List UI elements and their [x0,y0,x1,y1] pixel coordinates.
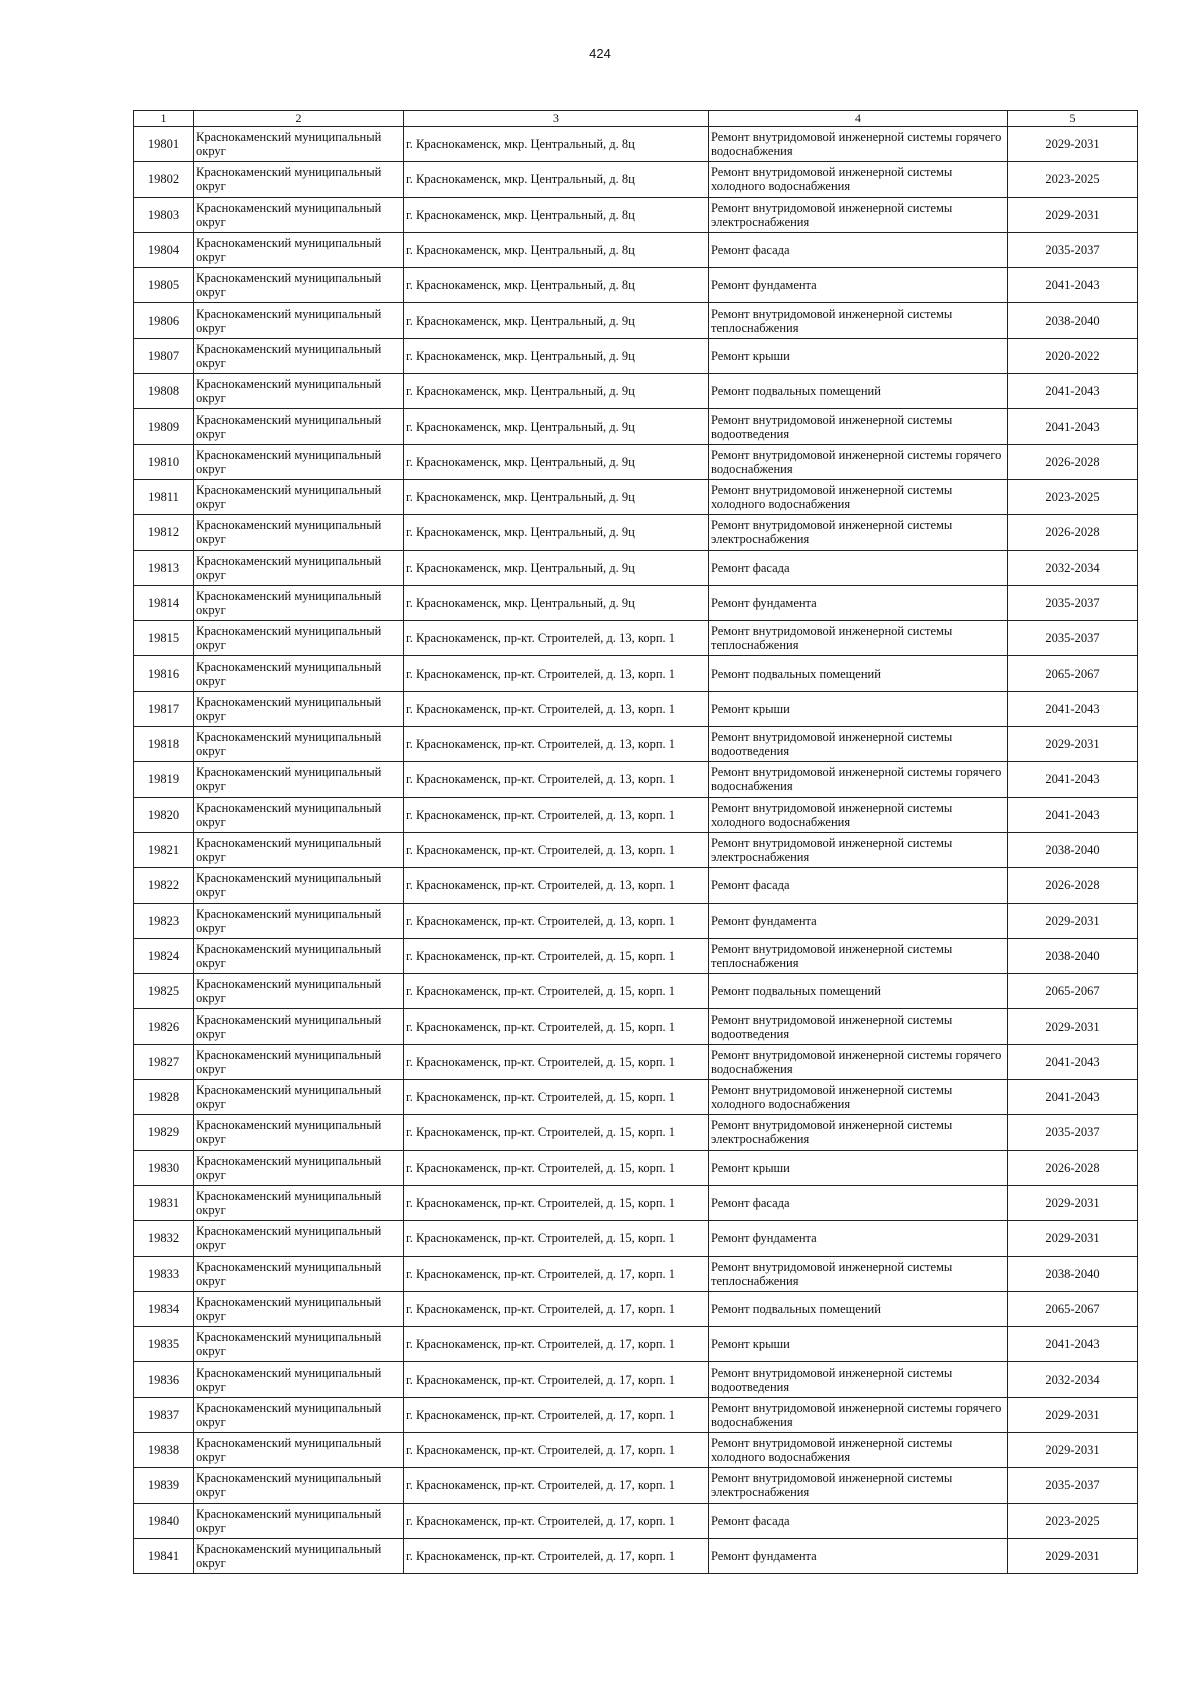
address-cell: г. Краснокаменск, пр-кт. Строителей, д. 15, корп. 1 [404,1044,709,1079]
period-cell: 2029-2031 [1008,1432,1138,1467]
period-cell: 2026-2028 [1008,1150,1138,1185]
municipality-cell: Краснокаменский муниципальный округ [194,1009,404,1044]
work-type-cell: Ремонт подвальных помещений [709,1291,1008,1326]
municipality-cell: Краснокаменский муниципальный округ [194,1397,404,1432]
row-number-cell: 19815 [134,621,194,656]
period-cell: 2029-2031 [1008,1185,1138,1220]
column-header-4: 4 [709,111,1008,127]
row-number-cell: 19836 [134,1362,194,1397]
table-row [134,762,1138,797]
row-number-cell: 19816 [134,656,194,691]
work-type-cell: Ремонт внутридомовой инженерной системы горячего водоснабжения [709,444,1008,479]
address-cell: г. Краснокаменск, пр-кт. Строителей, д. 13, корп. 1 [404,903,709,938]
municipality-cell: Краснокаменский муниципальный округ [194,1080,404,1115]
row-number-cell: 19819 [134,762,194,797]
work-type-cell: Ремонт подвальных помещений [709,974,1008,1009]
table-row [134,1009,1138,1044]
municipality-cell: Краснокаменский муниципальный округ [194,621,404,656]
period-cell: 2038-2040 [1008,303,1138,338]
period-cell: 2038-2040 [1008,832,1138,867]
municipality-cell: Краснокаменский муниципальный округ [194,797,404,832]
address-cell: г. Краснокаменск, пр-кт. Строителей, д. 15, корп. 1 [404,1080,709,1115]
period-cell: 2026-2028 [1008,868,1138,903]
work-type-cell: Ремонт фундамента [709,585,1008,620]
row-number-cell: 19812 [134,515,194,550]
work-type-cell: Ремонт подвальных помещений [709,656,1008,691]
period-cell: 2032-2034 [1008,550,1138,585]
table-row [134,550,1138,585]
municipality-cell: Краснокаменский муниципальный округ [194,232,404,267]
municipality-cell: Краснокаменский муниципальный округ [194,374,404,409]
municipality-cell: Краснокаменский муниципальный округ [194,1115,404,1150]
period-cell: 2035-2037 [1008,1115,1138,1150]
work-type-cell: Ремонт внутридомовой инженерной системы теплоснабжения [709,303,1008,338]
period-cell: 2032-2034 [1008,1362,1138,1397]
work-type-cell: Ремонт крыши [709,1150,1008,1185]
period-cell: 2035-2037 [1008,585,1138,620]
table-row [134,268,1138,303]
municipality-cell: Краснокаменский муниципальный округ [194,197,404,232]
work-type-cell: Ремонт фундамента [709,1538,1008,1573]
header-row [134,111,1138,127]
period-cell: 2029-2031 [1008,197,1138,232]
table-row [134,1432,1138,1467]
row-number-cell: 19838 [134,1432,194,1467]
row-number-cell: 19827 [134,1044,194,1079]
municipality-cell: Краснокаменский муниципальный округ [194,938,404,973]
work-type-cell: Ремонт внутридомовой инженерной системы горячего водоснабжения [709,127,1008,162]
address-cell: г. Краснокаменск, мкр. Центральный, д. 9ц [404,585,709,620]
page-number: 424 [589,46,611,61]
address-cell: г. Краснокаменск, пр-кт. Строителей, д. 17, корп. 1 [404,1468,709,1503]
period-cell: 2035-2037 [1008,232,1138,267]
municipality-cell: Краснокаменский муниципальный округ [194,1044,404,1079]
column-header-3: 3 [404,111,709,127]
work-type-cell: Ремонт фасада [709,1185,1008,1220]
work-type-cell: Ремонт внутридомовой инженерной системы теплоснабжения [709,938,1008,973]
row-number-cell: 19831 [134,1185,194,1220]
period-cell: 2029-2031 [1008,127,1138,162]
period-cell: 2065-2067 [1008,1291,1138,1326]
period-cell: 2026-2028 [1008,444,1138,479]
address-cell: г. Краснокаменск, пр-кт. Строителей, д. 17, корп. 1 [404,1503,709,1538]
address-cell: г. Краснокаменск, пр-кт. Строителей, д. 13, корп. 1 [404,832,709,867]
row-number-cell: 19814 [134,585,194,620]
municipality-cell: Краснокаменский муниципальный округ [194,1327,404,1362]
address-cell: г. Краснокаменск, мкр. Центральный, д. 9ц [404,409,709,444]
row-number-cell: 19820 [134,797,194,832]
work-type-cell: Ремонт внутридомовой инженерной системы холодного водоснабжения [709,479,1008,514]
municipality-cell: Краснокаменский муниципальный округ [194,444,404,479]
table-row [134,338,1138,373]
municipality-cell: Краснокаменский муниципальный округ [194,1432,404,1467]
address-cell: г. Краснокаменск, пр-кт. Строителей, д. 15, корп. 1 [404,1221,709,1256]
table-row [134,374,1138,409]
address-cell: г. Краснокаменск, мкр. Центральный, д. 8ц [404,197,709,232]
municipality-cell: Краснокаменский муниципальный округ [194,303,404,338]
table-row [134,1327,1138,1362]
period-cell: 2035-2037 [1008,1468,1138,1503]
municipality-cell: Краснокаменский муниципальный округ [194,691,404,726]
period-cell: 2029-2031 [1008,1397,1138,1432]
work-type-cell: Ремонт внутридомовой инженерной системы электроснабжения [709,1115,1008,1150]
work-type-cell: Ремонт крыши [709,691,1008,726]
address-cell: г. Краснокаменск, пр-кт. Строителей, д. 13, корп. 1 [404,868,709,903]
row-number-cell: 19829 [134,1115,194,1150]
address-cell: г. Краснокаменск, пр-кт. Строителей, д. 17, корп. 1 [404,1327,709,1362]
address-cell: г. Краснокаменск, пр-кт. Строителей, д. 15, корп. 1 [404,1185,709,1220]
period-cell: 2029-2031 [1008,1009,1138,1044]
work-type-cell: Ремонт крыши [709,1327,1008,1362]
column-header-2: 2 [194,111,404,127]
municipality-cell: Краснокаменский муниципальный округ [194,1538,404,1573]
municipality-cell: Краснокаменский муниципальный округ [194,1221,404,1256]
address-cell: г. Краснокаменск, мкр. Центральный, д. 9ц [404,515,709,550]
municipality-cell: Краснокаменский муниципальный округ [194,550,404,585]
table-row [134,621,1138,656]
municipality-cell: Краснокаменский муниципальный округ [194,762,404,797]
address-cell: г. Краснокаменск, пр-кт. Строителей, д. 17, корп. 1 [404,1432,709,1467]
period-cell: 2041-2043 [1008,797,1138,832]
column-header-1: 1 [134,111,194,127]
work-type-cell: Ремонт подвальных помещений [709,374,1008,409]
municipality-cell: Краснокаменский муниципальный округ [194,1185,404,1220]
row-number-cell: 19837 [134,1397,194,1432]
row-number-cell: 19828 [134,1080,194,1115]
work-type-cell: Ремонт фундамента [709,1221,1008,1256]
period-cell: 2029-2031 [1008,727,1138,762]
table-row [134,868,1138,903]
row-number-cell: 19833 [134,1256,194,1291]
table-row [134,479,1138,514]
table-row [134,1150,1138,1185]
table-row [134,656,1138,691]
work-type-cell: Ремонт внутридомовой инженерной системы электроснабжения [709,197,1008,232]
work-type-cell: Ремонт фундамента [709,268,1008,303]
row-number-cell: 19811 [134,479,194,514]
table-row [134,974,1138,1009]
work-type-cell: Ремонт внутридомовой инженерной системы водоотведения [709,409,1008,444]
municipality-cell: Краснокаменский муниципальный округ [194,1362,404,1397]
table-row [134,1080,1138,1115]
address-cell: г. Краснокаменск, мкр. Центральный, д. 9ц [404,550,709,585]
work-type-cell: Ремонт внутридомовой инженерной системы холодного водоснабжения [709,162,1008,197]
municipality-cell: Краснокаменский муниципальный округ [194,127,404,162]
table-row [134,1221,1138,1256]
table-row [134,1044,1138,1079]
address-cell: г. Краснокаменск, мкр. Центральный, д. 9ц [404,338,709,373]
table-row [134,1362,1138,1397]
municipality-cell: Краснокаменский муниципальный округ [194,868,404,903]
table-row [134,585,1138,620]
table-row [134,197,1138,232]
address-cell: г. Краснокаменск, пр-кт. Строителей, д. 17, корп. 1 [404,1397,709,1432]
period-cell: 2023-2025 [1008,479,1138,514]
address-cell: г. Краснокаменск, пр-кт. Строителей, д. 13, корп. 1 [404,797,709,832]
row-number-cell: 19823 [134,903,194,938]
address-cell: г. Краснокаменск, пр-кт. Строителей, д. 15, корп. 1 [404,974,709,1009]
municipality-cell: Краснокаменский муниципальный округ [194,479,404,514]
work-type-cell: Ремонт крыши [709,338,1008,373]
municipality-cell: Краснокаменский муниципальный округ [194,727,404,762]
period-cell: 2023-2025 [1008,162,1138,197]
work-type-cell: Ремонт внутридомовой инженерной системы холодного водоснабжения [709,797,1008,832]
work-type-cell: Ремонт внутридомовой инженерной системы электроснабжения [709,1468,1008,1503]
address-cell: г. Краснокаменск, пр-кт. Строителей, д. 15, корп. 1 [404,1150,709,1185]
row-number-cell: 19817 [134,691,194,726]
work-type-cell: Ремонт внутридомовой инженерной системы теплоснабжения [709,621,1008,656]
period-cell: 2065-2067 [1008,974,1138,1009]
municipality-cell: Краснокаменский муниципальный округ [194,974,404,1009]
table-row [134,1291,1138,1326]
period-cell: 2041-2043 [1008,762,1138,797]
work-type-cell: Ремонт внутридомовой инженерной системы теплоснабжения [709,1256,1008,1291]
table-header [134,111,1138,127]
table-row [134,1397,1138,1432]
address-cell: г. Краснокаменск, пр-кт. Строителей, д. 15, корп. 1 [404,1009,709,1044]
address-cell: г. Краснокаменск, пр-кт. Строителей, д. 13, корп. 1 [404,621,709,656]
municipality-cell: Краснокаменский муниципальный округ [194,268,404,303]
period-cell: 2026-2028 [1008,515,1138,550]
table-row [134,1538,1138,1573]
address-cell: г. Краснокаменск, пр-кт. Строителей, д. 13, корп. 1 [404,727,709,762]
table-row [134,938,1138,973]
work-type-cell: Ремонт внутридомовой инженерной системы электроснабжения [709,515,1008,550]
period-cell: 2041-2043 [1008,1044,1138,1079]
work-type-cell: Ремонт фасада [709,550,1008,585]
municipality-cell: Краснокаменский муниципальный округ [194,338,404,373]
period-cell: 2029-2031 [1008,903,1138,938]
row-number-cell: 19810 [134,444,194,479]
row-number-cell: 19813 [134,550,194,585]
row-number-cell: 19825 [134,974,194,1009]
municipality-cell: Краснокаменский муниципальный округ [194,585,404,620]
row-number-cell: 19830 [134,1150,194,1185]
municipality-cell: Краснокаменский муниципальный округ [194,832,404,867]
municipality-cell: Краснокаменский муниципальный округ [194,1150,404,1185]
municipality-cell: Краснокаменский муниципальный округ [194,409,404,444]
period-cell: 2029-2031 [1008,1221,1138,1256]
column-header-5: 5 [1008,111,1138,127]
row-number-cell: 19840 [134,1503,194,1538]
row-number-cell: 19802 [134,162,194,197]
table-row [134,1185,1138,1220]
row-number-cell: 19826 [134,1009,194,1044]
row-number-cell: 19805 [134,268,194,303]
table-row [134,303,1138,338]
address-cell: г. Краснокаменск, мкр. Центральный, д. 8ц [404,162,709,197]
repair-schedule-table [133,110,1138,1574]
row-number-cell: 19822 [134,868,194,903]
address-cell: г. Краснокаменск, мкр. Центральный, д. 9ц [404,374,709,409]
row-number-cell: 19824 [134,938,194,973]
work-type-cell: Ремонт внутридомовой инженерной системы горячего водоснабжения [709,762,1008,797]
address-cell: г. Краснокаменск, мкр. Центральный, д. 9ц [404,479,709,514]
work-type-cell: Ремонт внутридомовой инженерной системы горячего водоснабжения [709,1044,1008,1079]
period-cell: 2038-2040 [1008,938,1138,973]
table-row [134,444,1138,479]
municipality-cell: Краснокаменский муниципальный округ [194,1468,404,1503]
address-cell: г. Краснокаменск, пр-кт. Строителей, д. 13, корп. 1 [404,762,709,797]
work-type-cell: Ремонт внутридомовой инженерной системы водоотведения [709,1009,1008,1044]
row-number-cell: 19818 [134,727,194,762]
municipality-cell: Краснокаменский муниципальный округ [194,903,404,938]
table-row [134,162,1138,197]
address-cell: г. Краснокаменск, пр-кт. Строителей, д. 13, корп. 1 [404,656,709,691]
row-number-cell: 19834 [134,1291,194,1326]
row-number-cell: 19803 [134,197,194,232]
period-cell: 2041-2043 [1008,691,1138,726]
row-number-cell: 19807 [134,338,194,373]
period-cell: 2041-2043 [1008,374,1138,409]
municipality-cell: Краснокаменский муниципальный округ [194,1256,404,1291]
work-type-cell: Ремонт внутридомовой инженерной системы горячего водоснабжения [709,1397,1008,1432]
table-body [134,127,1138,1574]
table-row [134,409,1138,444]
table-row [134,1503,1138,1538]
row-number-cell: 19809 [134,409,194,444]
table-row [134,127,1138,162]
row-number-cell: 19806 [134,303,194,338]
row-number-cell: 19832 [134,1221,194,1256]
work-type-cell: Ремонт внутридомовой инженерной системы водоотведения [709,1362,1008,1397]
period-cell: 2038-2040 [1008,1256,1138,1291]
table-row [134,515,1138,550]
table-row [134,797,1138,832]
work-type-cell: Ремонт фасада [709,232,1008,267]
period-cell: 2041-2043 [1008,409,1138,444]
municipality-cell: Краснокаменский муниципальный округ [194,1291,404,1326]
address-cell: г. Краснокаменск, пр-кт. Строителей, д. 13, корп. 1 [404,691,709,726]
period-cell: 2029-2031 [1008,1538,1138,1573]
period-cell: 2041-2043 [1008,268,1138,303]
period-cell: 2035-2037 [1008,621,1138,656]
work-type-cell: Ремонт внутридомовой инженерной системы электроснабжения [709,832,1008,867]
address-cell: г. Краснокаменск, пр-кт. Строителей, д. 15, корп. 1 [404,938,709,973]
address-cell: г. Краснокаменск, пр-кт. Строителей, д. 15, корп. 1 [404,1115,709,1150]
work-type-cell: Ремонт фундамента [709,903,1008,938]
work-type-cell: Ремонт фасада [709,1503,1008,1538]
table-row [134,1468,1138,1503]
address-cell: г. Краснокаменск, мкр. Центральный, д. 8ц [404,268,709,303]
table-row [134,832,1138,867]
period-cell: 2023-2025 [1008,1503,1138,1538]
municipality-cell: Краснокаменский муниципальный округ [194,656,404,691]
address-cell: г. Краснокаменск, пр-кт. Строителей, д. 17, корп. 1 [404,1362,709,1397]
row-number-cell: 19841 [134,1538,194,1573]
row-number-cell: 19808 [134,374,194,409]
address-cell: г. Краснокаменск, пр-кт. Строителей, д. 17, корп. 1 [404,1538,709,1573]
address-cell: г. Краснокаменск, пр-кт. Строителей, д. 17, корп. 1 [404,1256,709,1291]
row-number-cell: 19801 [134,127,194,162]
work-type-cell: Ремонт внутридомовой инженерной системы холодного водоснабжения [709,1080,1008,1115]
municipality-cell: Краснокаменский муниципальный округ [194,1503,404,1538]
period-cell: 2041-2043 [1008,1327,1138,1362]
address-cell: г. Краснокаменск, пр-кт. Строителей, д. 17, корп. 1 [404,1291,709,1326]
work-type-cell: Ремонт внутридомовой инженерной системы холодного водоснабжения [709,1432,1008,1467]
table-row [134,727,1138,762]
table-row [134,1256,1138,1291]
municipality-cell: Краснокаменский муниципальный округ [194,162,404,197]
address-cell: г. Краснокаменск, мкр. Центральный, д. 9ц [404,444,709,479]
table-row [134,232,1138,267]
row-number-cell: 19835 [134,1327,194,1362]
work-type-cell: Ремонт внутридомовой инженерной системы водоотведения [709,727,1008,762]
table-row [134,903,1138,938]
period-cell: 2065-2067 [1008,656,1138,691]
municipality-cell: Краснокаменский муниципальный округ [194,515,404,550]
address-cell: г. Краснокаменск, мкр. Центральный, д. 9ц [404,303,709,338]
period-cell: 2020-2022 [1008,338,1138,373]
address-cell: г. Краснокаменск, мкр. Центральный, д. 8ц [404,127,709,162]
row-number-cell: 19839 [134,1468,194,1503]
period-cell: 2041-2043 [1008,1080,1138,1115]
table-row [134,691,1138,726]
row-number-cell: 19821 [134,832,194,867]
table-row [134,1115,1138,1150]
work-type-cell: Ремонт фасада [709,868,1008,903]
address-cell: г. Краснокаменск, мкр. Центральный, д. 8ц [404,232,709,267]
row-number-cell: 19804 [134,232,194,267]
